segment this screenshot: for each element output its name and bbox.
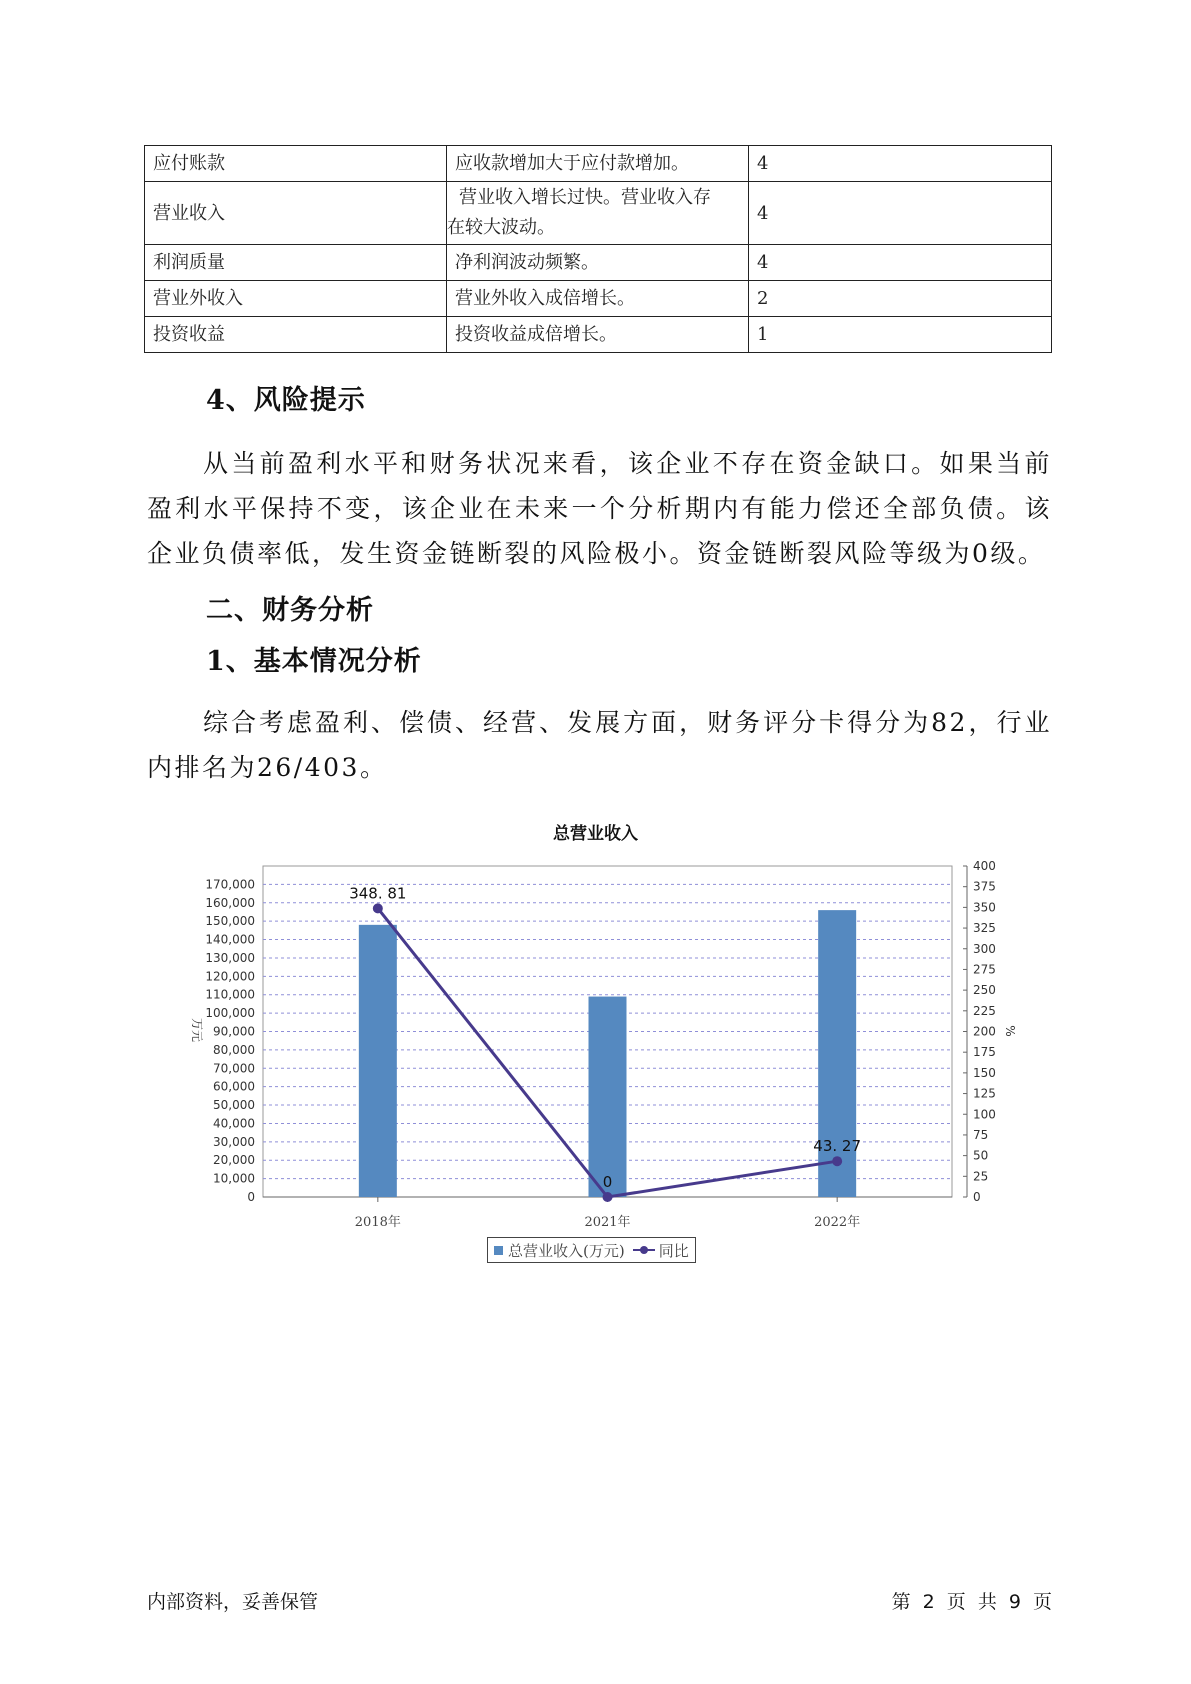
chart-legend [487, 1237, 696, 1263]
basic-analysis-heading: 1、基本情况分析 [206, 646, 422, 677]
table-cell-item: 营业收入 [145, 182, 447, 245]
table-cell-level: 2 [749, 281, 1052, 317]
legend-label-line: 同比 [658, 1241, 689, 1260]
x-tick-label: 2022年 [814, 1215, 861, 1230]
y-tick-label: 40,000 [213, 1116, 255, 1131]
footer-confidential-note: 内部资料，妥善保管 [147, 1591, 319, 1613]
yoy-data-label: 43. 27 [813, 1137, 862, 1156]
y-tick-label: 90,000 [213, 1024, 255, 1039]
table-cell-level: 4 [749, 182, 1052, 245]
y-tick-label: 60,000 [213, 1079, 255, 1094]
bar [359, 925, 397, 1197]
x-tick-label: 2021年 [584, 1215, 631, 1230]
y2-tick-label: 400 [973, 859, 996, 873]
yoy-point [832, 1156, 842, 1166]
y-tick-label: 80,000 [213, 1042, 255, 1057]
x-tick-label: 2018年 [354, 1215, 401, 1230]
y-tick-label: 160,000 [205, 895, 255, 910]
y-tick-label: 100,000 [205, 1006, 255, 1021]
table-cell-level: 1 [749, 317, 1052, 353]
y2-tick-label: 200 [973, 1024, 996, 1039]
legend-label-bar: 总营业收入(万元) [508, 1241, 625, 1260]
basic-analysis-paragraph: 综合考虑盈利、偿债、经营、发展方面，财务评分卡得分为82，行业内排名为26/403。 [147, 708, 1052, 782]
y-tick-label: 170,000 [205, 877, 255, 892]
y2-tick-label: 225 [973, 1003, 996, 1018]
risk-paragraph: 从当前盈利水平和财务状况来看，该企业不存在资金缺口。如果当前盈利水平保持不变，该企业在未来一个分析期内有能力偿还全部负债。该企业负债率低，发生资金链断裂的风险极小。资金链断裂风险等级为0级。 [147, 449, 1052, 568]
table-cell-desc-line: 在较大波动。 [447, 217, 555, 238]
table-cell-desc: 净利润波动频繁。 [447, 245, 749, 281]
y-tick-label: 130,000 [205, 950, 255, 965]
legend-bar-swatch [494, 1246, 503, 1255]
y2-tick-label: 25 [973, 1169, 989, 1184]
y2-tick-label: 250 [973, 983, 996, 998]
table-cell-desc: 投资收益成倍增长。 [447, 317, 749, 353]
table-cell-desc-line: 营业收入增长过快。营业收入存 [459, 187, 711, 208]
y2-tick-label: 375 [973, 879, 996, 894]
y-tick-label: 0 [247, 1190, 255, 1204]
y2-tick-label: 150 [973, 1065, 996, 1080]
risk-heading: 4、风险提示 [206, 385, 366, 416]
y2-tick-label: 0 [973, 1190, 981, 1204]
table-cell-item: 利润质量 [145, 245, 447, 281]
y2-tick-label: 50 [973, 1148, 989, 1163]
yoy-point [373, 903, 383, 913]
table-cell-desc: 应收款增加大于应付款增加。 [447, 146, 749, 182]
y2-axis-title: % [1003, 1025, 1017, 1037]
y2-tick-label: 350 [973, 900, 996, 915]
table-cell-item: 投资收益 [145, 317, 447, 353]
legend-line-swatch [633, 1244, 655, 1256]
y-tick-label: 20,000 [213, 1153, 255, 1168]
bar [589, 997, 627, 1197]
yoy-data-label: 348. 81 [349, 884, 407, 903]
y2-tick-label: 275 [973, 962, 996, 977]
finance-heading: 二、财务分析 [206, 595, 374, 626]
table-cell-desc: 营业外收入成倍增长。 [447, 281, 749, 317]
table-cell-item: 营业外收入 [145, 281, 447, 317]
table-cell-level: 4 [749, 245, 1052, 281]
footer-page-number: 第 2 页 共 9 页 [891, 1591, 1052, 1613]
y-tick-label: 140,000 [205, 932, 255, 947]
y-tick-label: 30,000 [213, 1134, 255, 1149]
yoy-data-label: 0 [602, 1173, 613, 1191]
y-tick-label: 110,000 [205, 987, 255, 1002]
y2-tick-label: 125 [973, 1086, 996, 1101]
y2-tick-label: 300 [973, 941, 996, 956]
y2-tick-label: 100 [973, 1107, 996, 1122]
chart-title: 总营业收入 [553, 824, 638, 844]
y2-tick-label: 325 [973, 921, 996, 936]
y-tick-label: 10,000 [213, 1171, 255, 1186]
y-tick-label: 150,000 [205, 914, 255, 929]
y-tick-label: 50,000 [213, 1098, 255, 1113]
y2-tick-label: 175 [973, 1045, 996, 1060]
y2-tick-label: 75 [973, 1127, 989, 1142]
y-tick-label: 70,000 [213, 1061, 255, 1076]
yoy-point [603, 1192, 613, 1202]
table-cell-item: 应付账款 [145, 146, 447, 182]
y-tick-label: 120,000 [205, 969, 255, 984]
y-axis-title: 万元 [190, 1017, 204, 1043]
table-cell-level: 4 [749, 146, 1052, 182]
